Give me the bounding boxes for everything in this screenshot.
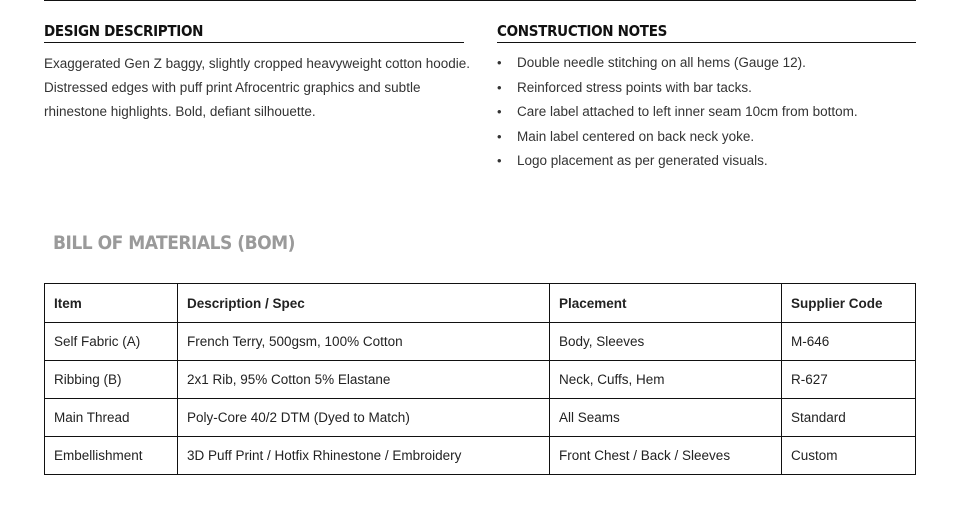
construction-note: • Logo placement as per generated visuals. (497, 149, 927, 174)
cell-supplier-code: Standard (782, 399, 916, 437)
cell-item: Main Thread (45, 399, 178, 437)
cell-item: Embellishment (45, 437, 178, 475)
bullet-icon: • (497, 79, 502, 95)
design-description-heading: DESIGN DESCRIPTION (44, 22, 464, 43)
top-frame-border (44, 0, 916, 1)
construction-note: • Care label attached to left inner seam 10cm from bottom. (497, 100, 927, 125)
bom-table (44, 283, 916, 475)
bullet-icon: • (497, 55, 502, 70)
cell-placement: Body, Sleeves (550, 323, 782, 361)
design-description-text: Exaggerated Gen Z baggy, slightly cropped heavyweight cotton hoodie. Distressed edges with puff print Afrocentric graphics and subtle rhinestone highlights. Bold, defiant silhouette. (44, 56, 471, 119)
cell-item: Self Fabric (A) (45, 323, 178, 361)
cell-supplier-code: R-627 (782, 361, 916, 399)
construction-note: • Main label centered on back neck yoke. (497, 125, 927, 150)
bullet-icon: • (497, 128, 502, 144)
column-header-placement: Placement (550, 284, 782, 323)
table-header-row (45, 284, 916, 323)
cell-description: 3D Puff Print / Hotfix Rhinestone / Embroidery (178, 437, 550, 475)
cell-supplier-code: M-646 (782, 323, 916, 361)
cell-description: Poly-Core 40/2 DTM (Dyed to Match) (178, 399, 550, 437)
construction-notes-list (497, 51, 927, 174)
construction-note: • Double needle stitching on all hems (Gauge 12). (497, 51, 927, 76)
table-row (45, 323, 916, 361)
table-row (45, 399, 916, 437)
bullet-icon: • (497, 153, 502, 169)
cell-description: French Terry, 500gsm, 100% Cotton (178, 323, 550, 361)
cell-description: 2x1 Rib, 95% Cotton 5% Elastane (178, 361, 550, 399)
cell-item: Ribbing (B) (45, 361, 178, 399)
cell-placement: Front Chest / Back / Sleeves (550, 437, 782, 475)
column-header-item: Item (45, 284, 178, 323)
table-row (45, 437, 916, 475)
cell-supplier-code: Custom (782, 437, 916, 475)
construction-note: • Reinforced stress points with bar tacks. (497, 76, 927, 101)
table-row (45, 361, 916, 399)
column-header-description: Description / Spec (178, 284, 550, 323)
column-header-supplier-code: Supplier Code (782, 284, 916, 323)
bom-title: BILL OF MATERIALS (BOM) (53, 232, 295, 254)
cell-placement: Neck, Cuffs, Hem (550, 361, 782, 399)
cell-placement: All Seams (550, 399, 782, 437)
bullet-icon: • (497, 104, 502, 120)
construction-notes-heading: CONSTRUCTION NOTES (497, 22, 916, 43)
